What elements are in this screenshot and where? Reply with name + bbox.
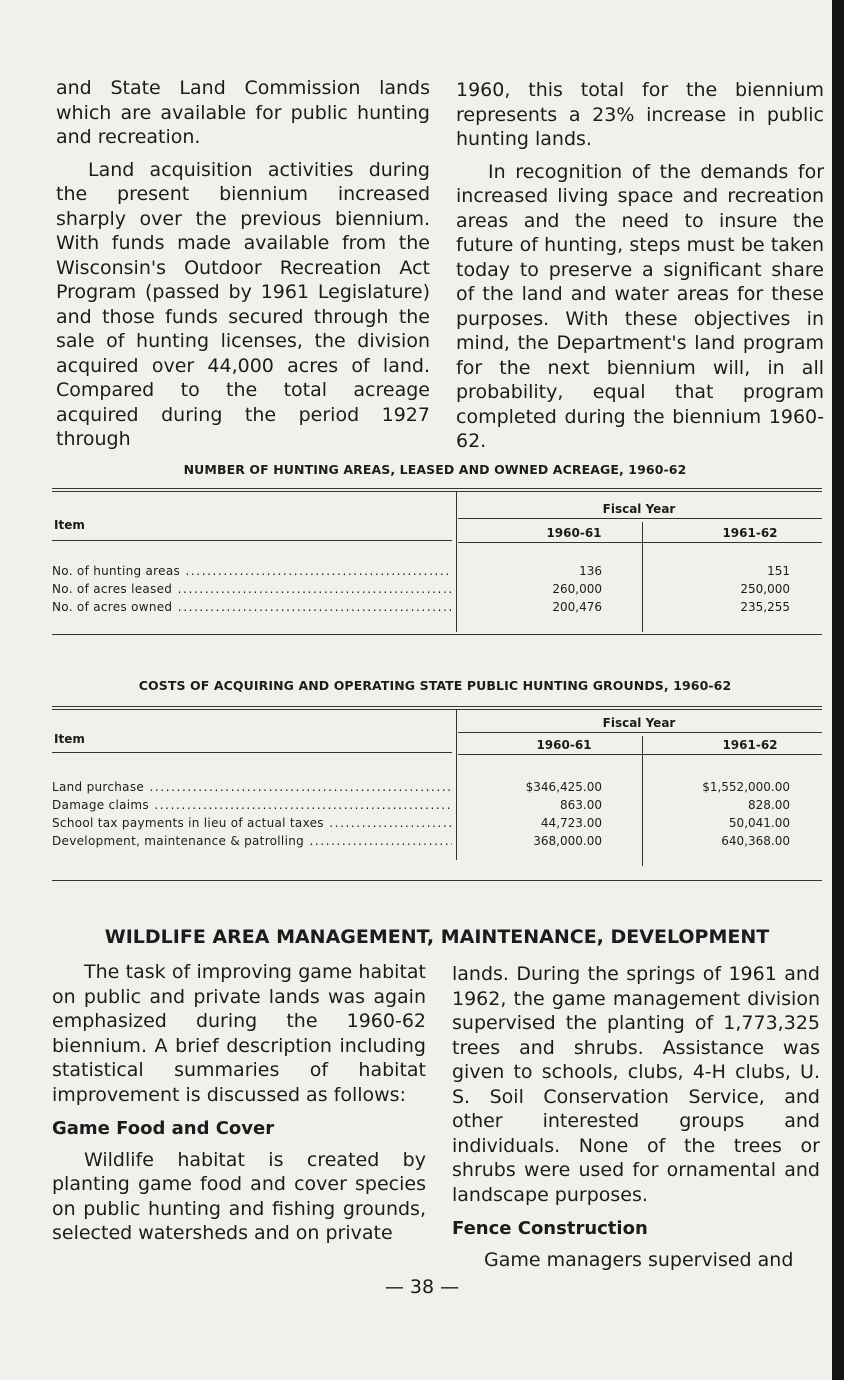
left-column-top	[56, 76, 430, 452]
table-row	[52, 798, 822, 816]
cell-1960-61: 44,723.00	[540, 816, 602, 830]
table-rule	[52, 706, 822, 707]
subheading-game-food-cover: Game Food and Cover	[52, 1118, 275, 1139]
section-title: WILDLIFE AREA MANAGEMENT, MAINTENANCE, DEVELOPMENT	[104, 926, 770, 948]
cell-1961-62: 828.00	[748, 798, 790, 812]
hunting-areas-table	[52, 488, 822, 638]
cell-1960-61: 200,476	[552, 600, 602, 614]
table-rule	[52, 752, 452, 753]
table-rule	[458, 732, 822, 733]
year-header-1961-62: 1961-62	[722, 738, 778, 752]
page-binding-edge	[832, 0, 844, 1380]
cell-1960-61: 368,000.00	[533, 834, 602, 848]
hunting-costs-table	[52, 704, 822, 886]
left-column-bottom	[52, 960, 426, 1246]
cell-1961-62: 50,041.00	[728, 816, 790, 830]
table-rule	[52, 709, 822, 710]
cell-1960-61: 136	[579, 564, 602, 578]
paragraph: and State Land Commission lands which are available for public hunting and recreation.	[56, 77, 430, 148]
cell-1961-62: 640,368.00	[721, 834, 790, 848]
table-rule	[52, 880, 822, 881]
fiscal-year-header: Fiscal Year	[602, 716, 676, 730]
cell-1960-61: 260,000	[552, 582, 602, 596]
row-label: School tax payments in lieu of actual taxes .....	[52, 816, 452, 830]
paragraph: Wildlife habitat is created by planting game food and cover species on public hunting and fishing grounds, selected watersheds and on private	[52, 1148, 426, 1244]
cell-1960-61: $346,425.00	[525, 780, 602, 794]
table-rule	[52, 540, 452, 541]
table-rule	[52, 634, 822, 635]
paragraph: 1960, this total for the biennium represents a 23% increase in public hunting lands.	[456, 79, 824, 150]
paragraph: The task of improving game habitat on public and private lands was again emphasized during the 1960-62 biennium. A brief description including statistical summaries of habitat improvement is discussed as follows:	[52, 961, 426, 1106]
table-row	[52, 564, 822, 582]
table2-title: COSTS OF ACQUIRING AND OPERATING STATE PUBLIC HUNTING GROUNDS, 1960-62	[138, 678, 732, 693]
row-label: No. of hunting areas .....	[52, 564, 452, 578]
subheading-fence-construction: Fence Construction	[452, 1218, 648, 1239]
cell-1961-62: 250,000	[740, 582, 790, 596]
item-header: Item	[54, 732, 85, 746]
table-row	[52, 600, 822, 618]
row-label: No. of acres owned .....	[52, 600, 452, 614]
paragraph: In recognition of the demands for increased living space and recreation areas and the need to insure the future of hunting, steps must be taken today to preserve a significant share of the land and water areas for these purposes. With these objectives in mind, the Department's land program for the next biennium will, in all probability, equal that program completed during the biennium 1960-62.	[456, 160, 824, 452]
paragraph: lands. During the springs of 1961 and 1962, the game management division supervised the planting of 1,773,325 trees and shrubs. Assistance was given to schools, clubs, 4-H clubs, U. S. Soil Conservation Service, and other interested groups and individuals. None of the trees or shrubs were used for ornamental and landscape purposes.	[452, 963, 820, 1206]
table-rule	[52, 491, 822, 492]
year-header-1960-61: 1960-61	[536, 738, 592, 752]
table-rule	[458, 754, 822, 755]
row-label: Development, maintenance & patrolling .....	[52, 834, 452, 848]
row-label: Damage claims .....	[52, 798, 452, 812]
item-header: Item	[54, 518, 85, 532]
cell-1960-61: 863.00	[560, 798, 602, 812]
paragraph: Game managers supervised and	[484, 1248, 794, 1271]
fiscal-year-header: Fiscal Year	[602, 502, 676, 516]
right-column-bottom	[452, 962, 820, 1272]
table-rule	[52, 488, 822, 489]
cell-1961-62: $1,552,000.00	[702, 780, 790, 794]
table-row	[52, 816, 822, 834]
table1-title: NUMBER OF HUNTING AREAS, LEASED AND OWNED ACREAGE, 1960-62	[183, 462, 687, 477]
page-number: — 38 —	[384, 1276, 460, 1298]
table-row	[52, 834, 822, 852]
row-label: Land purchase .....	[52, 780, 452, 794]
table-rule	[458, 518, 822, 519]
cell-1961-62: 235,255	[740, 600, 790, 614]
cell-1961-62: 151	[767, 564, 790, 578]
year-header-1960-61: 1960-61	[546, 526, 602, 540]
table-row	[52, 582, 822, 600]
year-header-1961-62: 1961-62	[722, 526, 778, 540]
right-column-top	[456, 78, 824, 454]
row-label: No. of acres leased .....	[52, 582, 452, 596]
table-rule	[458, 542, 822, 543]
table-row	[52, 780, 822, 798]
paragraph: Land acquisition activities during the present biennium increased sharply over the previous biennium. With funds made available from the Wisconsin's Outdoor Recreation Act Program (passed by 1961 Legislature) and those funds secured through the sale of hunting licenses, the division acquired over 44,000 acres of land. Compared to the total acreage acquired during the period 1927 through	[56, 158, 430, 450]
